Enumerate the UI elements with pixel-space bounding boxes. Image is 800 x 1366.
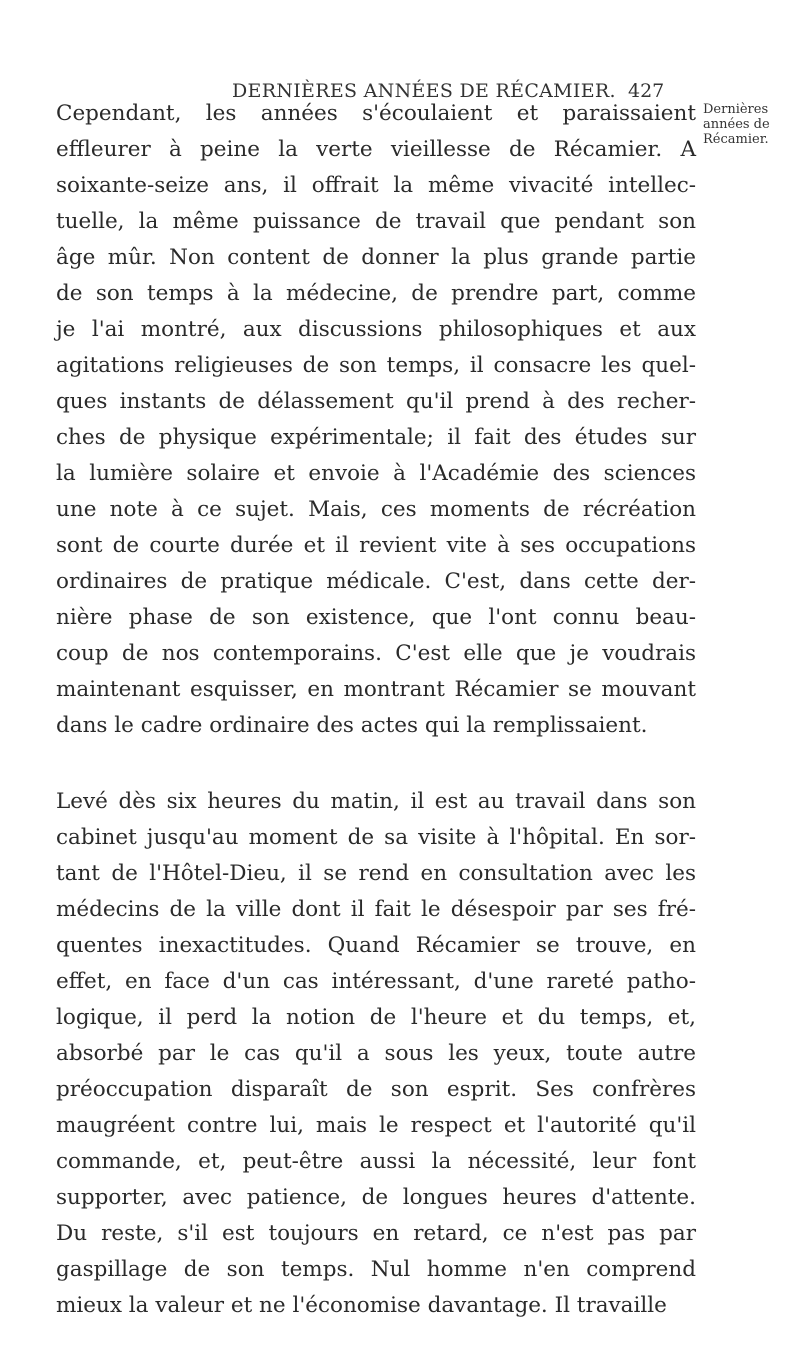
paragraph-1 xyxy=(56,96,696,744)
text-line: logique, il perd la notion de l'heure et du temps, et, xyxy=(56,1005,696,1030)
margin-note-line: années de xyxy=(703,117,770,132)
text-line: sont de courte durée et il revient vite à ses occupations xyxy=(56,533,696,558)
text-line: gaspillage de son temps. Nul homme n'en comprend xyxy=(56,1257,696,1282)
text-line: médecins de la ville dont il fait le désespoir par ses fré- xyxy=(56,897,696,922)
text-line: commande, et, peut-être aussi la nécessité, leur font xyxy=(56,1149,696,1174)
running-title: DERNIÈRES ANNÉES DE RÉCAMIER. xyxy=(232,80,616,102)
margin-note-line: Dernières xyxy=(703,102,769,117)
text-line: je l'ai montré, aux discussions philosophiques et aux xyxy=(56,317,696,342)
text-line: effet, en face d'un cas intéressant, d'une rareté patho- xyxy=(56,969,696,994)
text-line: maintenant esquisser, en montrant Récamier se mouvant xyxy=(56,677,696,702)
text-line: dans le cadre ordinaire des actes qui la remplissaient. xyxy=(56,713,648,738)
text-line: âge mûr. Non content de donner la plus grande partie xyxy=(56,245,696,270)
text-line: soixante-seize ans, il offrait la même vivacité intellec- xyxy=(56,173,696,198)
text-line: tuelle, la même puissance de travail que pendant son xyxy=(56,209,696,234)
paragraph-2 xyxy=(56,784,696,1324)
text-line: Levé dès six heures du matin, il est au travail dans son xyxy=(56,789,696,814)
text-line: ordinaires de pratique médicale. C'est, dans cette der- xyxy=(56,569,696,594)
margin-note xyxy=(703,102,795,147)
text-line: de son temps à la médecine, de prendre part, comme xyxy=(56,281,696,306)
text-line: Cependant, les années s'écoulaient et paraissaient xyxy=(56,101,696,126)
text-line: mieux la valeur et ne l'économise davantage. Il travaille xyxy=(56,1293,667,1318)
text-line: Du reste, s'il est toujours en retard, ce n'est pas par xyxy=(56,1221,696,1246)
text-line: coup de nos contemporains. C'est elle que je voudrais xyxy=(56,641,696,666)
page-number: 427 xyxy=(628,80,665,102)
text-line: maugréent contre lui, mais le respect et l'autorité qu'il xyxy=(56,1113,696,1138)
text-line: ques instants de délassement qu'il prend à des recher- xyxy=(56,389,696,414)
text-line: supporter, avec patience, de longues heures d'attente. xyxy=(56,1185,696,1210)
text-line: la lumière solaire et envoie à l'Académie des sciences xyxy=(56,461,696,486)
margin-note-line: Récamier. xyxy=(703,132,769,147)
text-line: une note à ce sujet. Mais, ces moments de récréation xyxy=(56,497,696,522)
text-line: tant de l'Hôtel-Dieu, il se rend en consultation avec les xyxy=(56,861,696,886)
text-line: nière phase de son existence, que l'ont connu beau- xyxy=(56,605,696,630)
text-line: préoccupation disparaît de son esprit. Ses confrères xyxy=(56,1077,696,1102)
text-line: agitations religieuses de son temps, il consacre les quel- xyxy=(56,353,696,378)
body-text xyxy=(56,96,696,1324)
text-line: ches de physique expérimentale; il fait des études sur xyxy=(56,425,696,450)
text-line: effleurer à peine la verte vieillesse de Récamier. A xyxy=(56,137,696,162)
text-line: absorbé par le cas qu'il a sous les yeux, toute autre xyxy=(56,1041,696,1066)
text-line: cabinet jusqu'au moment de sa visite à l'hôpital. En sor- xyxy=(56,825,696,850)
text-line: quentes inexactitudes. Quand Récamier se trouve, en xyxy=(56,933,696,958)
